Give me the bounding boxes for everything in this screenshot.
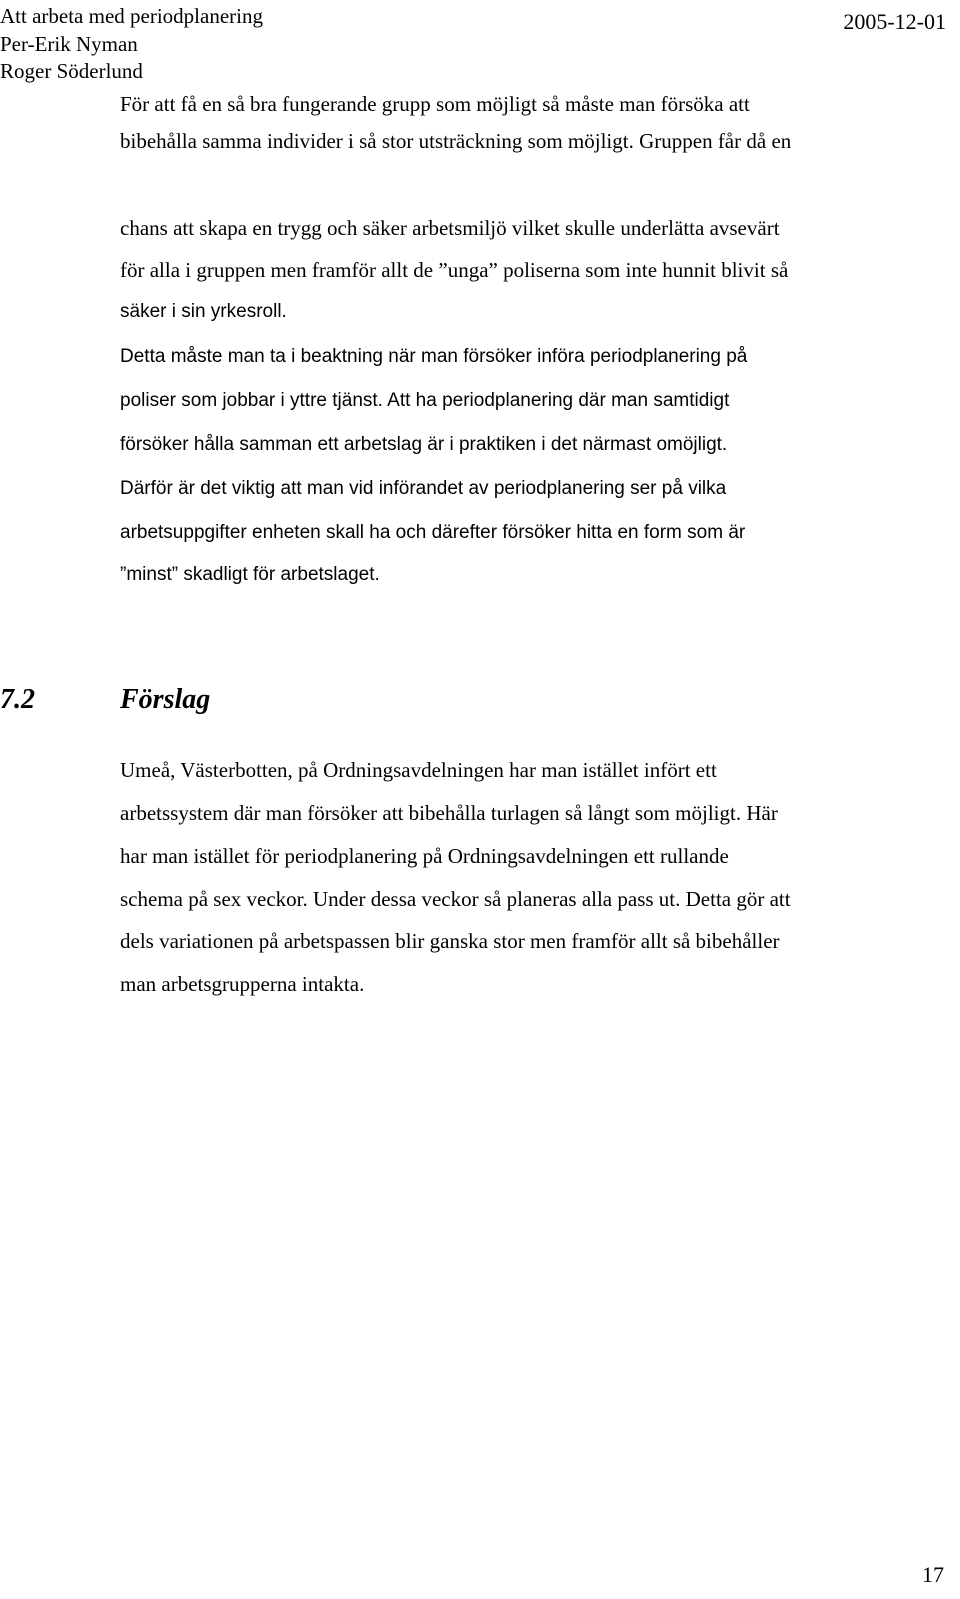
paragraph-1-line-2: bibehålla samma individer i så stor utsträckning som möjligt. Gruppen får då en	[120, 129, 792, 153]
paragraph-2-line-2: poliser som jobbar i yttre tjänst. Att ha periodplanering där man samtidigt	[120, 390, 730, 411]
section-number: 7.2	[0, 684, 35, 715]
paragraph-2-line-5: arbetsuppgifter enheten skall ha och därefter försöker hitta en form som är	[120, 522, 746, 543]
paragraph-3-line-2: arbetssystem där man försöker att bibehålla turlagen så långt som möjligt. Här	[120, 801, 778, 825]
paragraph-3-line-5: dels variationen på arbetspassen blir ganska stor men framför allt så bibehåller	[120, 929, 780, 953]
page-number: 17	[922, 1562, 944, 1587]
paragraph-2-line-3: försöker hålla samman ett arbetslag är i praktiken i det närmast omöjligt.	[120, 434, 728, 455]
paragraph-1-line-5: säker i sin yrkesroll.	[120, 301, 287, 322]
paragraph-2-line-6: ”minst” skadligt för arbetslaget.	[120, 564, 380, 585]
paragraph-1-line-3: chans att skapa en trygg och säker arbetsmiljö vilket skulle underlätta avsevärt	[120, 216, 780, 240]
header-author-2: Roger Söderlund	[0, 59, 143, 83]
paragraph-1-line-4: för alla i gruppen men framför allt de ”unga” poliserna som inte hunnit blivit så	[120, 258, 789, 282]
header-author-1: Per-Erik Nyman	[0, 32, 138, 56]
section-title: Förslag	[120, 684, 211, 715]
paragraph-2-line-4: Därför är det viktig att man vid införandet av periodplanering ser på vilka	[120, 478, 727, 499]
paragraph-3-line-3: har man istället för periodplanering på Ordningsavdelningen ett rullande	[120, 844, 729, 868]
paragraph-2-line-1: Detta måste man ta i beaktning när man försöker införa periodplanering på	[120, 346, 748, 367]
paragraph-1-line-1: För att få en så bra fungerande grupp som möjligt så måste man försöka att	[120, 92, 750, 116]
paragraph-3-line-6: man arbetsgrupperna intakta.	[120, 972, 365, 996]
paragraph-3-line-1: Umeå, Västerbotten, på Ordningsavdelningen har man istället infört ett	[120, 758, 717, 782]
header-date: 2005-12-01	[843, 9, 946, 34]
header-document-title: Att arbeta med periodplanering	[0, 4, 263, 28]
paragraph-3-line-4: schema på sex veckor. Under dessa veckor så planeras alla pass ut. Detta gör att	[120, 887, 791, 911]
